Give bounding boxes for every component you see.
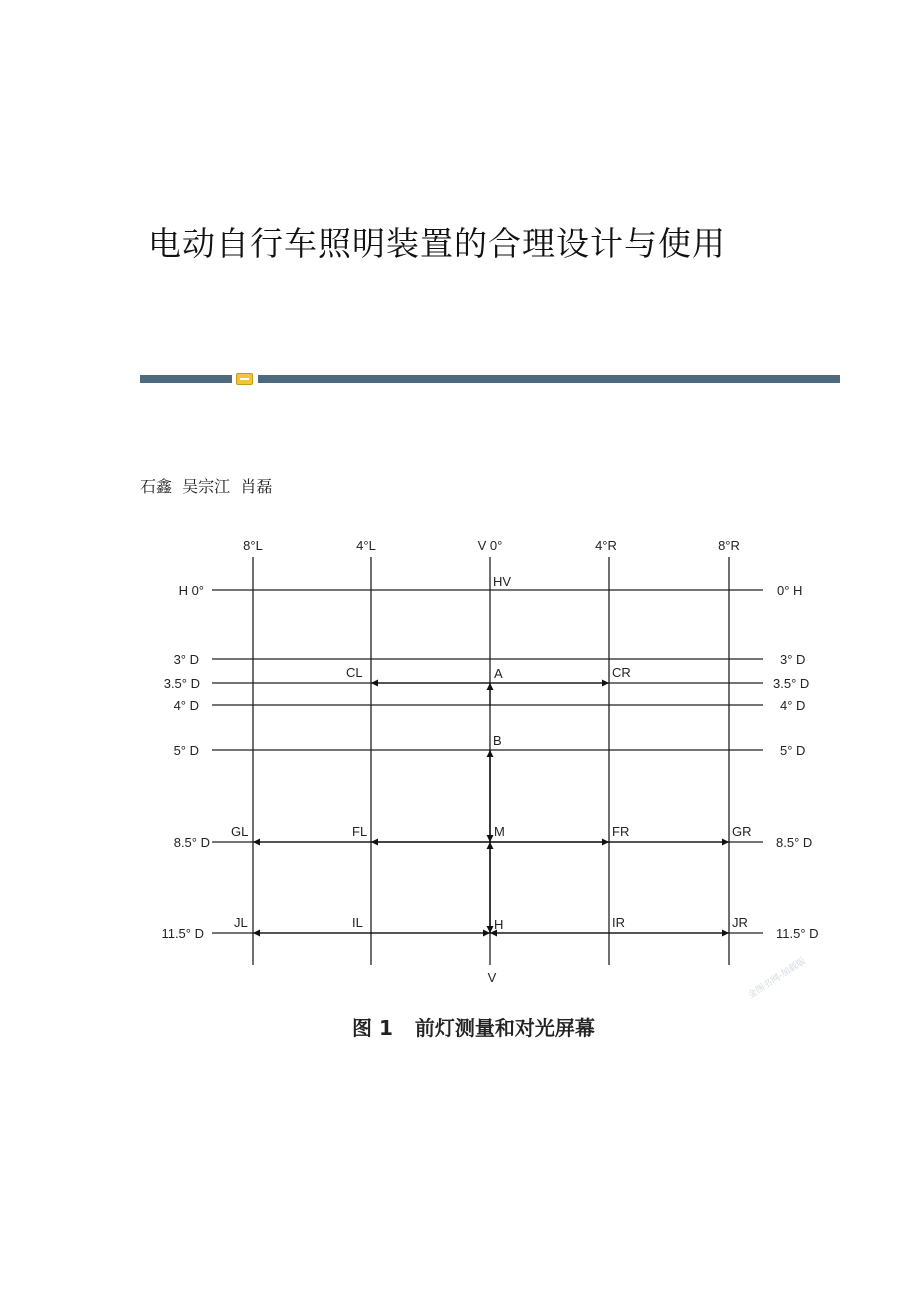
row-left-11-5d: 11.5° D	[161, 926, 204, 941]
point-h: H	[494, 917, 504, 932]
point-m: M	[494, 824, 505, 839]
row-left-4d: 4° D	[173, 698, 199, 713]
row-left-8-5d: 8.5° D	[173, 835, 210, 850]
point-gr: GR	[732, 824, 752, 839]
label-8R: 8°R	[718, 538, 740, 553]
point-jl: JL	[234, 915, 248, 930]
row-right-11-5d: 11.5° D	[776, 926, 819, 941]
row-right-4d: 4° D	[780, 698, 806, 713]
label-4R: 4°R	[595, 538, 617, 553]
paper-title: 电动自行车照明装置的合理设计与使用	[148, 224, 726, 263]
point-ir: IR	[612, 915, 625, 930]
label-4L: 4°L	[356, 538, 376, 553]
watermark: 金图书网-加载版	[746, 956, 808, 1001]
authors: 石鑫 吴宗江 肖磊	[140, 477, 273, 496]
point-fl: FL	[352, 824, 368, 839]
vertical-gridlines	[253, 557, 729, 965]
figure-caption-text: 前灯测量和对光屏幕	[414, 1016, 595, 1040]
row-right-3-5d: 3.5° D	[773, 676, 810, 691]
point-fr: FR	[612, 824, 630, 839]
figure-caption	[352, 1012, 595, 1041]
point-hv: HV	[493, 574, 512, 589]
row-left-5d: 5° D	[173, 743, 199, 758]
figure-caption-number: 图 1	[352, 1016, 393, 1040]
horizontal-gridlines	[212, 590, 763, 933]
row-right-3d: 3° D	[780, 652, 806, 667]
point-cr: CR	[612, 665, 631, 680]
label-8L: 8°L	[243, 538, 263, 553]
row-left-h0: H 0°	[178, 583, 204, 598]
point-jr: JR	[732, 915, 748, 930]
point-gl: GL	[231, 824, 249, 839]
point-il: IL	[352, 915, 363, 930]
label-v-bottom: V	[487, 970, 497, 985]
dimension-arrows	[253, 683, 729, 933]
row-right-8-5d: 8.5° D	[776, 835, 813, 850]
row-left-3-5d: 3.5° D	[163, 676, 200, 691]
label-v0: V 0°	[477, 538, 503, 553]
row-left-3d: 3° D	[173, 652, 199, 667]
point-b: B	[493, 733, 502, 748]
point-a: A	[494, 666, 503, 681]
row-right-5d: 5° D	[780, 743, 806, 758]
point-cl: CL	[346, 665, 363, 680]
row-right-h0: 0° H	[777, 583, 803, 598]
